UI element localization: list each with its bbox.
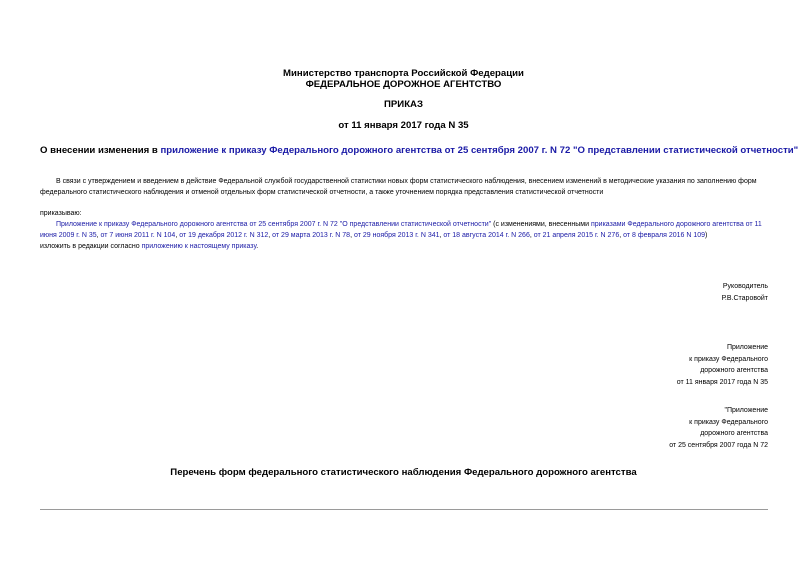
- signature-name: Р.В.Старовойт: [721, 294, 768, 302]
- appendix2-line4: от 25 сентября 2007 года N 72: [669, 441, 768, 449]
- appendix2-line1: "Приложение: [724, 407, 768, 414]
- signature-block: [722, 281, 768, 304]
- ministry-name: Министерство транспорта Российской Федерации: [283, 68, 524, 79]
- amend-link-2012[interactable]: от 19 декабря 2012 г. N 312: [179, 232, 269, 239]
- close-paren: ): [705, 232, 708, 239]
- appendix1-line4: от 11 января 2017 года N 35: [676, 378, 768, 386]
- amend-link-2014[interactable]: от 18 августа 2014 г. N 266: [443, 232, 530, 239]
- separator: ,: [529, 232, 534, 239]
- separator: ,: [439, 232, 444, 239]
- doc-type: ПРИКАЗ: [384, 99, 423, 110]
- appendix2-line3: дорожного агентства: [700, 430, 768, 437]
- amend-link-2009[interactable]: приказами Федерального дорожного агентства от 11 июня 2009 г. N 35: [40, 221, 762, 239]
- agency-name: ФЕДЕРАЛЬНОЕ ДОРОЖНОЕ АГЕНТСТВО: [305, 79, 502, 90]
- amend-link-2013-nov[interactable]: от 29 ноября 2013 г. N 341: [353, 232, 440, 239]
- appendix2-line2: к приказу Федерального: [689, 418, 768, 426]
- appendix1-line3: дорожного агентства: [700, 367, 768, 374]
- order-paragraph: [40, 208, 767, 252]
- tail-text: [40, 241, 767, 252]
- doc-date: от 11 января 2017 года N 35: [338, 120, 469, 131]
- list-title: Перечень форм федерального статистического наблюдения Федерального дорожного агентства: [170, 467, 637, 478]
- order-text-part: (с изменениями, внесенными: [491, 221, 591, 228]
- preamble-text: В связи с утверждением и введением в действие Федеральной службой государственной статистики новых форм статистического наблюдения, внесением изменений в методические указания по заполнению форм федерального статистического наблюдения и отменой отдельных форм статистической отчетности, а также уточнением порядка представления статистической отчетности: [40, 178, 757, 196]
- amend-link-2011[interactable]: от 7 июня 2011 г. N 104: [100, 232, 176, 239]
- preamble-paragraph: [40, 176, 767, 198]
- amend-link-2013-mar[interactable]: от 29 марта 2013 г. N 78: [272, 232, 351, 239]
- document-title: [40, 145, 799, 157]
- separator: ,: [268, 232, 273, 239]
- order-link[interactable]: Приложение к приказу Федерального дорожного агентства от 25 сентября 2007 г. N 72 "О представлении статистической отчетности": [56, 221, 492, 228]
- tail-end: .: [256, 243, 259, 250]
- separator: ,: [350, 232, 354, 239]
- title-link[interactable]: приложение к приказу Федерального дорожного агентства от 25 сентября 2007 г. N 72 "О представлении статистической отчетности": [160, 145, 799, 156]
- appendix-block-1: [677, 342, 768, 388]
- order-text: [40, 219, 767, 241]
- separator: ,: [175, 232, 180, 239]
- appendix1-line2: к приказу Федерального: [689, 355, 768, 363]
- appendix1-line1: Приложение: [726, 344, 768, 351]
- title-prefix: О внесении изменения в: [40, 145, 161, 156]
- amend-link-2016[interactable]: от 8 февраля 2016 N 109: [623, 232, 706, 239]
- separator: ,: [96, 232, 101, 239]
- tail-text-part: изложить в редакции согласно: [40, 243, 142, 250]
- appendix-block-2: [669, 405, 768, 451]
- separator: ,: [619, 232, 624, 239]
- bottom-divider: [40, 509, 768, 510]
- appendix-link[interactable]: приложению к настоящему приказу: [141, 243, 257, 250]
- signature-position: Руководитель: [722, 283, 768, 290]
- order-word: приказываю:: [40, 210, 82, 217]
- amend-link-2015[interactable]: от 21 апреля 2015 г. N 276: [533, 232, 620, 239]
